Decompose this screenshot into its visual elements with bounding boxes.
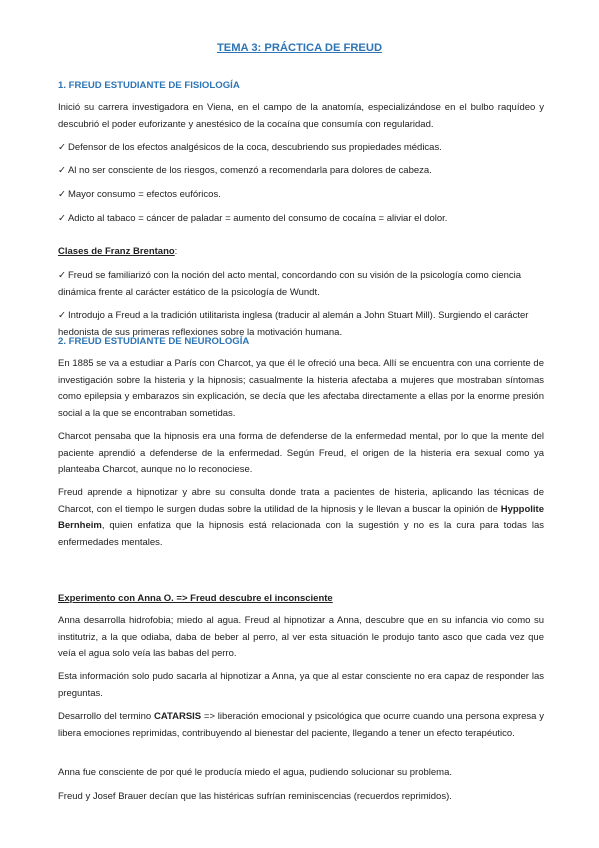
list-item [58, 187, 544, 204]
check-icon: ✓ [58, 213, 66, 224]
section-2-paragraph-5: Esta información solo pudo sacarla al hipnotizar a Anna, ya que al estar consciente no era capaz de responder las preguntas. [58, 671, 544, 699]
paragraph-text: , quien enfatiza que la hipnosis está relacionada con la sugestión y no es la cura para todas las enfermedades mentales. [58, 520, 544, 548]
list-item [58, 140, 544, 157]
section-2-paragraph-4: Anna desarrolla hidrofobia; miedo al agua. Freud al hipnotizar a Anna, descubre que en su infancia vio como su institutriz, a la que odiaba, daba de beber al perro, al ver esta situación le produjo tanto asco que cada vez que veía el agua solo veía las babas del perro. [58, 615, 544, 659]
catarsis-term: CATARSIS [154, 711, 202, 722]
check-icon: ✓ [58, 165, 66, 176]
bernheim-name: Hyppolite Bernheim [58, 503, 544, 531]
anna-subheading [58, 591, 544, 608]
check-icon: ✓ [58, 310, 66, 321]
section-1-intro: Inició su carrera investigadora en Viena, en el campo de la anatomía, especializándose en el bulbo raquídeo y descubrió el poder euforizante y anestésico de la cocaína que consumía con regularidad. [58, 102, 544, 130]
paragraph-text: => liberación emocional y psicológica que ocurre cuando una persona expresa y libera emociones reprimidas, contribuyendo al bienestar del paciente, llegando a tener un efecto terapéutico. [58, 711, 544, 739]
check-icon: ✓ [58, 142, 66, 153]
section-2-paragraph-3 [58, 485, 544, 551]
check-icon: ✓ [58, 189, 66, 200]
paragraph-text: Freud aprende a hipnotizar y abre su consulta donde trata a pacientes de histeria, aplicando las técnicas de Charcot, con el tiempo le surgen dudas sobre la utilidad de la hipnosis y le llevan a buscar la opinión de [58, 487, 544, 515]
document-title: TEMA 3: PRÁCTICA DE FREUD [216, 42, 383, 54]
section-2-paragraph-8: Freud y Josef Brauer decían que las histéricas sufrían reminiscencias (recuerdos reprimidos). [58, 791, 452, 802]
list-item [58, 163, 544, 180]
list-item-text: Defensor de los efectos analgésicos de la coca, descubriendo sus propiedades médicas. [67, 142, 442, 153]
list-item-text: Al no ser consciente de los riesgos, comenzó a recomendarla para dolores de cabeza. [67, 165, 432, 176]
section-2-paragraph-6 [58, 709, 544, 742]
section-1-heading: 1. FREUD ESTUDIANTE DE FISIOLOGÍA [58, 80, 240, 91]
check-icon: ✓ [58, 270, 66, 281]
anna-title: Experimento con Anna O. => Freud descubre el inconsciente [58, 593, 333, 604]
brentano-title: Clases de Franz Brentano [58, 246, 175, 257]
list-item [58, 211, 544, 228]
list-item-text: Introdujo a Freud a la tradición utilitarista inglesa (traducir al alemán a John Stuart Mill). Surgiendo el carácter hedonista de sus primeras reflexiones sobre la motivación humana. [58, 310, 529, 338]
section-2-paragraph-2: Charcot pensaba que la hipnosis era una forma de defenderse de la enfermedad mental, por lo que la mente del paciente aprendió a defenderse de la enfermedad. Según Freud, el origen de la histeria era sexual como ya planteaba Charcot, aunque no lo reconociese. [58, 431, 544, 475]
brentano-subheading [58, 244, 544, 261]
list-item-text: Adicto al tabaco = cáncer de paladar = aumento del consumo de cocaína = aliviar el dolor. [67, 213, 448, 224]
section-2-paragraph-1: En 1885 se va a estudiar a París con Charcot, ya que él le ofreció una beca. Allí se encuentra con una corriente de investigación sobre la histeria y la hipnosis; casualmente la histeria afectaba a mujeres que mostraban síntomas como epilepsia y embarazos sin explicación, se decía que les afectaba directamente a ellas por la enorme presión social a la que se encontraban sometidas. [58, 358, 544, 419]
section-2-heading: 2. FREUD ESTUDIANTE DE NEUROLOGÍA [58, 336, 250, 347]
paragraph-text: Desarrollo del termino [58, 711, 154, 722]
brentano-colon: : [174, 246, 178, 257]
list-item [58, 268, 544, 301]
list-item-text: Mayor consumo = efectos eufóricos. [67, 189, 221, 200]
section-2-paragraph-7: Anna fue consciente de por qué le producía miedo el agua, pudiendo solucionar su problema. [58, 767, 452, 778]
list-item-text: Freud se familiarizó con la noción del acto mental, concordando con su visión de la psicología como ciencia dinámica frente al carácter estático de la psicología de Wundt. [58, 270, 522, 298]
